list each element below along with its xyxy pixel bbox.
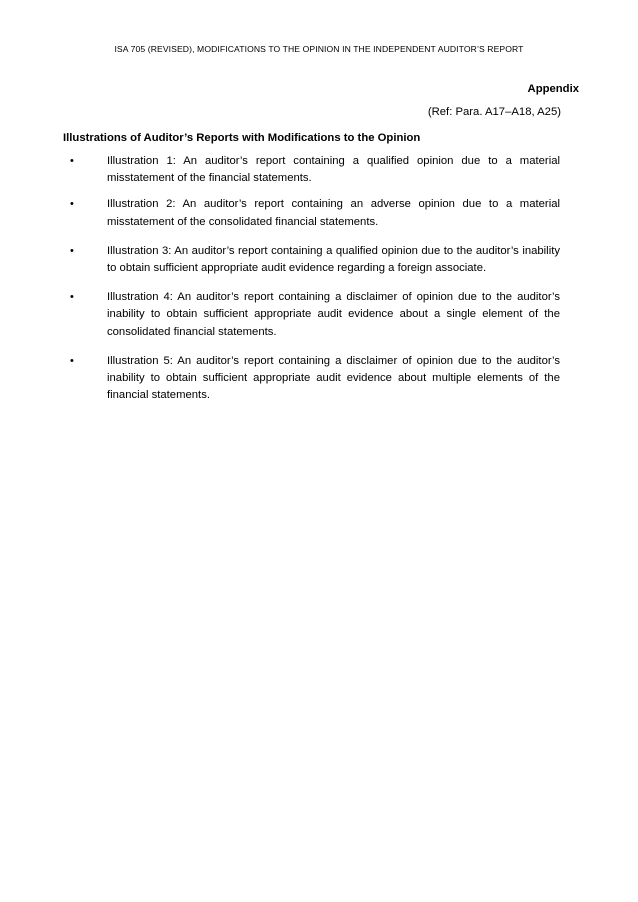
bullet-icon: •	[70, 155, 74, 167]
list-item	[63, 243, 560, 277]
list-item-text: Illustration 3: An auditor’s report containing a qualified opinion due to the auditor’s inability to obtain sufficient appropriate audit evidence regarding a foreign associate.	[107, 244, 560, 275]
bullet-icon: •	[70, 291, 74, 304]
list-item	[63, 353, 560, 405]
list-item-text: Illustration 4: An auditor’s report containing a disclaimer of opinion due to the auditor’s inability to obtain sufficient appropriate audit evidence about a single element of the consolidated financial statements.	[107, 291, 560, 338]
bullet-icon: •	[70, 354, 74, 367]
paragraph-reference: (Ref: Para. A17–A18, A25)	[427, 106, 561, 118]
appendix-label: Appendix	[527, 83, 579, 95]
section-title: Illustrations of Auditor’s Reports with Modifications to the Opinion	[63, 132, 421, 144]
list-item	[63, 153, 560, 187]
list-item-text: Illustration 2: An auditor’s report containing an adverse opinion due to a material misstatement of the consolidated financial statements.	[107, 198, 560, 228]
illustration-list	[63, 153, 560, 413]
running-header: ISA 705 (REVISED), MODIFICATIONS TO THE OPINION IN THE INDEPENDENT AUDITOR’S REPORT	[114, 44, 524, 54]
list-item-text: Illustration 5: An auditor’s report containing a disclaimer of opinion due to the auditor’s inability to obtain sufficient appropriate audit evidence about multiple elements of the financial statements.	[107, 354, 560, 402]
bullet-icon: •	[70, 244, 74, 257]
list-item	[63, 196, 560, 230]
list-item-text: Illustration 1: An auditor’s report containing a qualified opinion due to a material misstatement of the financial statements.	[107, 155, 560, 185]
list-item	[63, 289, 560, 341]
bullet-icon: •	[70, 198, 74, 211]
